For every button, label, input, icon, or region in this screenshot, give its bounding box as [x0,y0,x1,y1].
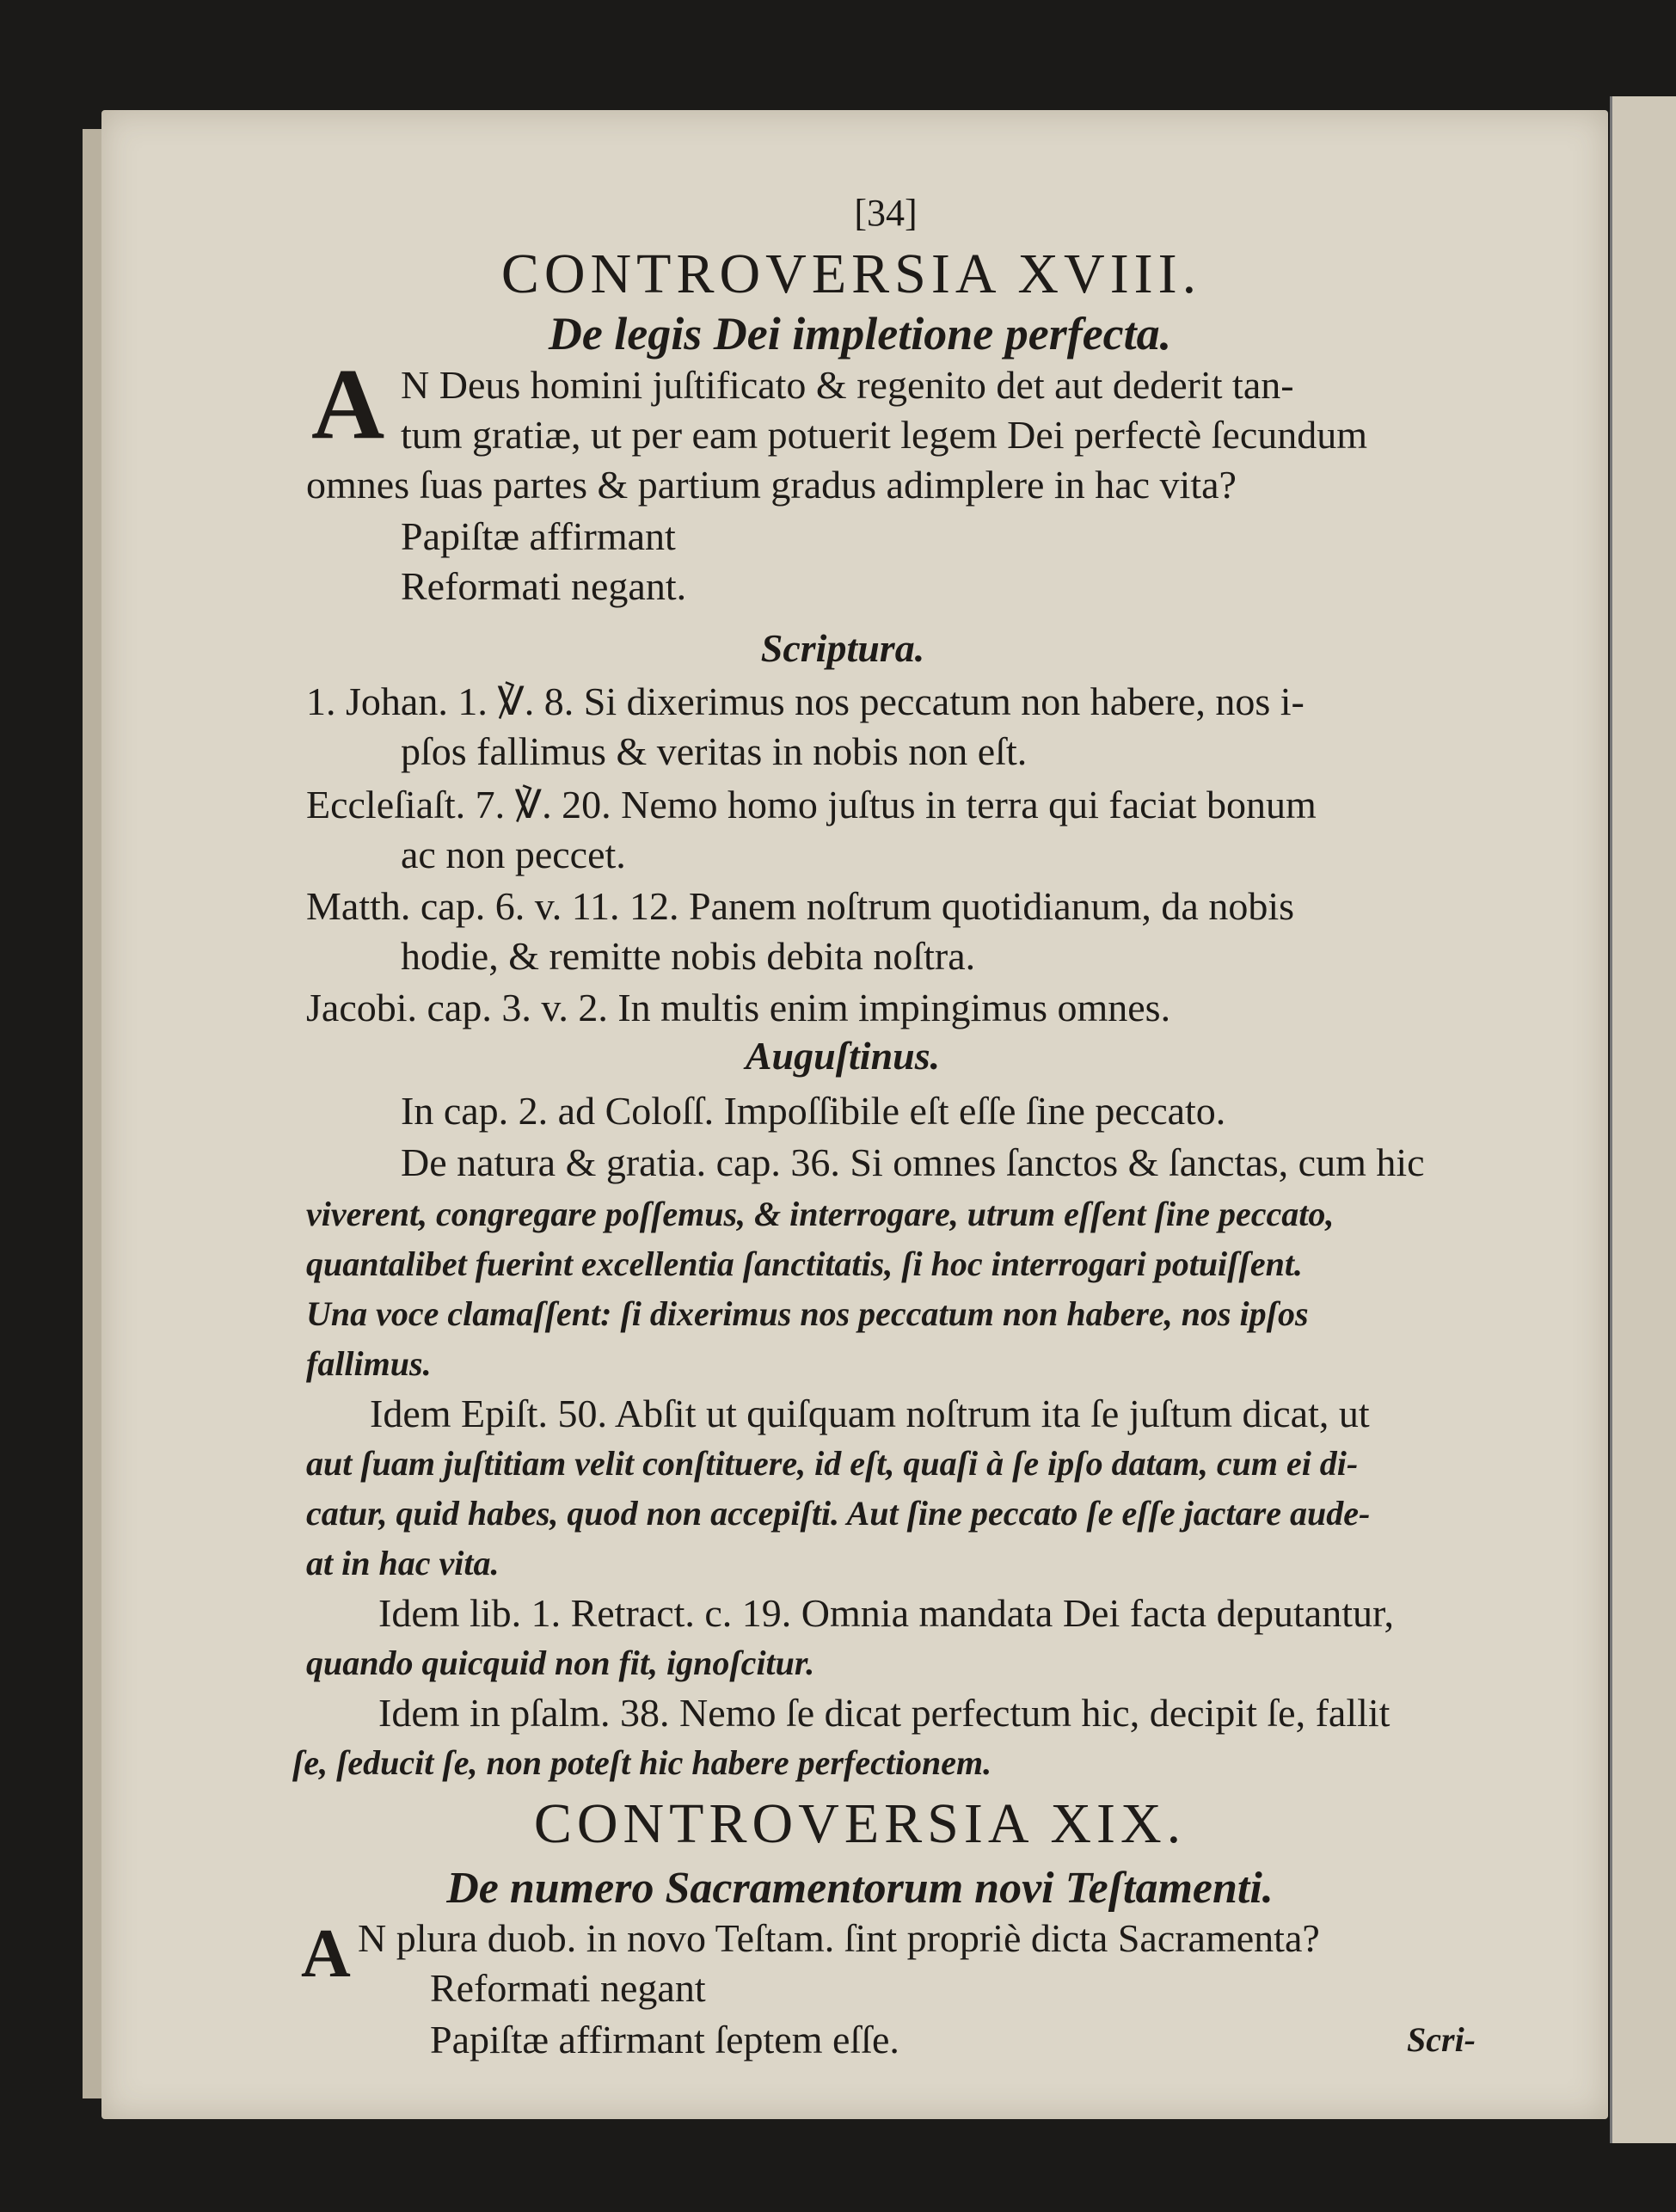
question-line: tum gratiæ, ut per eam potuerit legem Dei perfectè ſecundum [401,413,1368,457]
reformed-position: Reformati negant. [401,564,687,608]
drop-cap: A [301,1916,351,1992]
augustine-citation: catur, quid habes, quod non accepiſti. Aut ſine peccato ſe eſſe jactare aude- [306,1494,1371,1533]
augustine-citation: aut ſuam juſtitiam velit conſtituere, id eſt, quaſi à ſe ipſo datam, cum ei di- [306,1444,1359,1483]
question-line: N Deus homini juſtificato & regenito det aut dederit tan- [401,363,1294,407]
augustine-citation: viverent, congregare poſſemus, & interrogare, utrum eſſent ſine peccato, [306,1195,1335,1233]
augustine-citation: at in hac vita. [306,1544,500,1582]
question-line: omnes ſuas partes & partium gradus adimplere in hac vita? [306,463,1237,507]
controversy-19-title: CONTROVERSIA XIX. [533,1792,1187,1855]
scriptura-heading: Scriptura. [760,626,925,670]
scripture-citation: pſos fallimus & veritas in nobis non eſt. [401,729,1028,773]
scripture-citation: hodie, & remitte nobis debita noſtra. [401,934,976,978]
papists-position: Papiſtæ affirmant ſeptem eſſe. [430,2018,899,2061]
augustine-citation: quantalibet fuerint excellentia ſanctitatis, ſi hoc interrogari potuiſſent. [306,1244,1303,1283]
reformed-position: Reformati negant [430,1966,706,2010]
augustinus-heading: Auguſtinus. [745,1034,941,1078]
question-line: N plura duob. in novo Teſtam. ſint propriè dicta Sacramenta? [358,1916,1320,1960]
papists-position: Papiſtæ affirmant [401,514,676,558]
augustine-citation: Idem lib. 1. Retract. c. 19. Omnia mandata Dei facta deputantur, [378,1591,1394,1635]
controversy-18-subtitle: De legis Dei impletione perfecta. [548,308,1172,359]
augustine-citation: Idem in pſalm. 38. Nemo ſe dicat perfectum hic, decipit ſe, fallit [378,1691,1391,1735]
scripture-citation: Matth. cap. 6. v. 11. 12. Panem noſtrum quotidianum, da nobis [306,884,1295,928]
augustine-citation: quando quicquid non fit, ignoſcitur. [306,1644,815,1682]
scripture-citation: 1. Johan. 1. ℣. 8. Si dixerimus nos peccatum non habere, nos i- [306,679,1305,723]
augustine-citation: Idem Epiſt. 50. Abſit ut quiſquam noſtrum ita ſe juſtum dicat, ut [370,1392,1370,1435]
controversy-18-title: CONTROVERSIA XVIII. [500,243,1202,305]
catchword: Scri- [1407,2020,1476,2059]
scripture-citation: Jacobi. cap. 3. v. 2. In multis enim impingimus omnes. [306,986,1171,1029]
controversy-19-subtitle: De numero Sacramentorum novi Teſtamenti. [446,1864,1274,1913]
augustine-citation: In cap. 2. ad Coloſſ. Impoſſibile eſt eſſe ſine peccato. [401,1089,1226,1133]
scripture-citation: ac non peccet. [401,833,626,876]
augustine-citation: De natura & gratia. cap. 36. Si omnes ſanctos & ſanctas, cum hic [401,1140,1425,1184]
augustine-citation: fallimus. [306,1344,432,1383]
augustine-citation: Una voce clamaſſent: ſi dixerimus nos peccatum non habere, nos ipſos [306,1294,1309,1333]
augustine-citation: ſe, ſeducit ſe, non poteſt hic habere perfectionem. [292,1743,992,1782]
page-number: [34] [854,192,918,234]
drop-cap: A [311,347,385,460]
scripture-citation: Eccleſiaſt. 7. ℣. 20. Nemo homo juſtus in terra qui faciat bonum [306,783,1317,826]
